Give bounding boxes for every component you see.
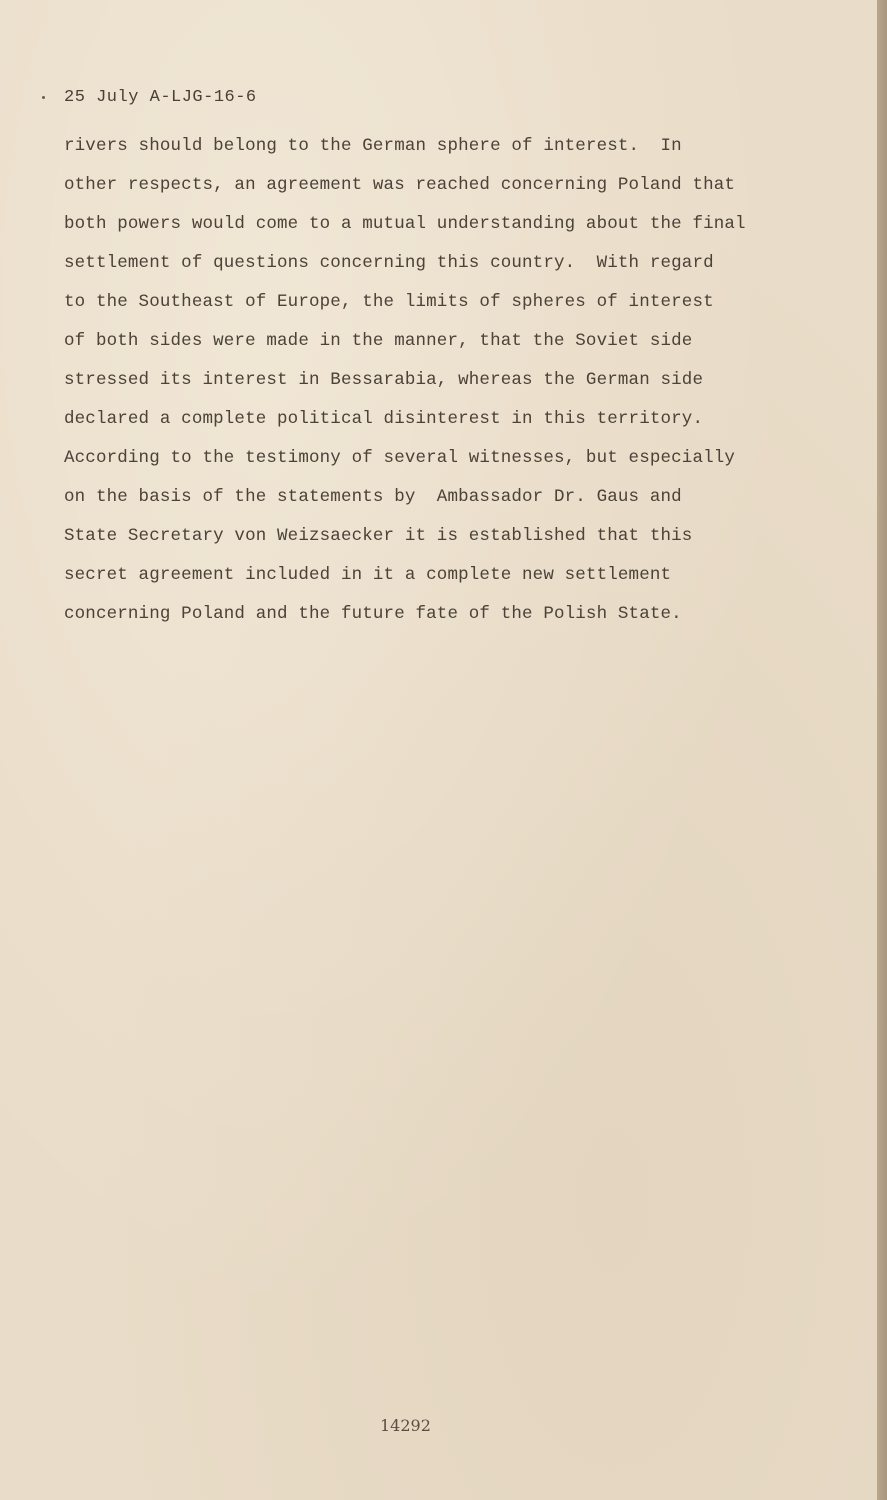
text-line: secret agreement included in it a complete new settlement [64, 565, 672, 585]
text-line: declared a complete political disinterest in this territory. [64, 409, 704, 429]
body-text [64, 127, 804, 634]
page-edge [877, 0, 887, 1500]
text-line: of both sides were made in the manner, that the Soviet side [64, 331, 693, 351]
text-line: settlement of questions concerning this country. With regard [64, 253, 714, 273]
margin-mark [42, 96, 45, 99]
text-line: stressed its interest in Bessarabia, whereas the German side [64, 370, 704, 390]
page-number: 14292 [380, 1416, 431, 1435]
document-header: 25 July A-LJG-16-6 [64, 88, 257, 107]
text-line: concerning Poland and the future fate of the Polish State. [64, 604, 682, 624]
text-line: rivers should belong to the German sphere of interest. In [64, 136, 682, 156]
text-line: other respects, an agreement was reached concerning Poland that [64, 175, 736, 195]
text-line: According to the testimony of several witnesses, but especially [64, 448, 736, 468]
text-line: both powers would come to a mutual understanding about the final [64, 214, 746, 234]
text-line: State Secretary von Weizsaecker it is established that this [64, 526, 693, 546]
text-line: to the Southeast of Europe, the limits of spheres of interest [64, 292, 714, 312]
text-line: on the basis of the statements by Ambassador Dr. Gaus and [64, 487, 682, 507]
